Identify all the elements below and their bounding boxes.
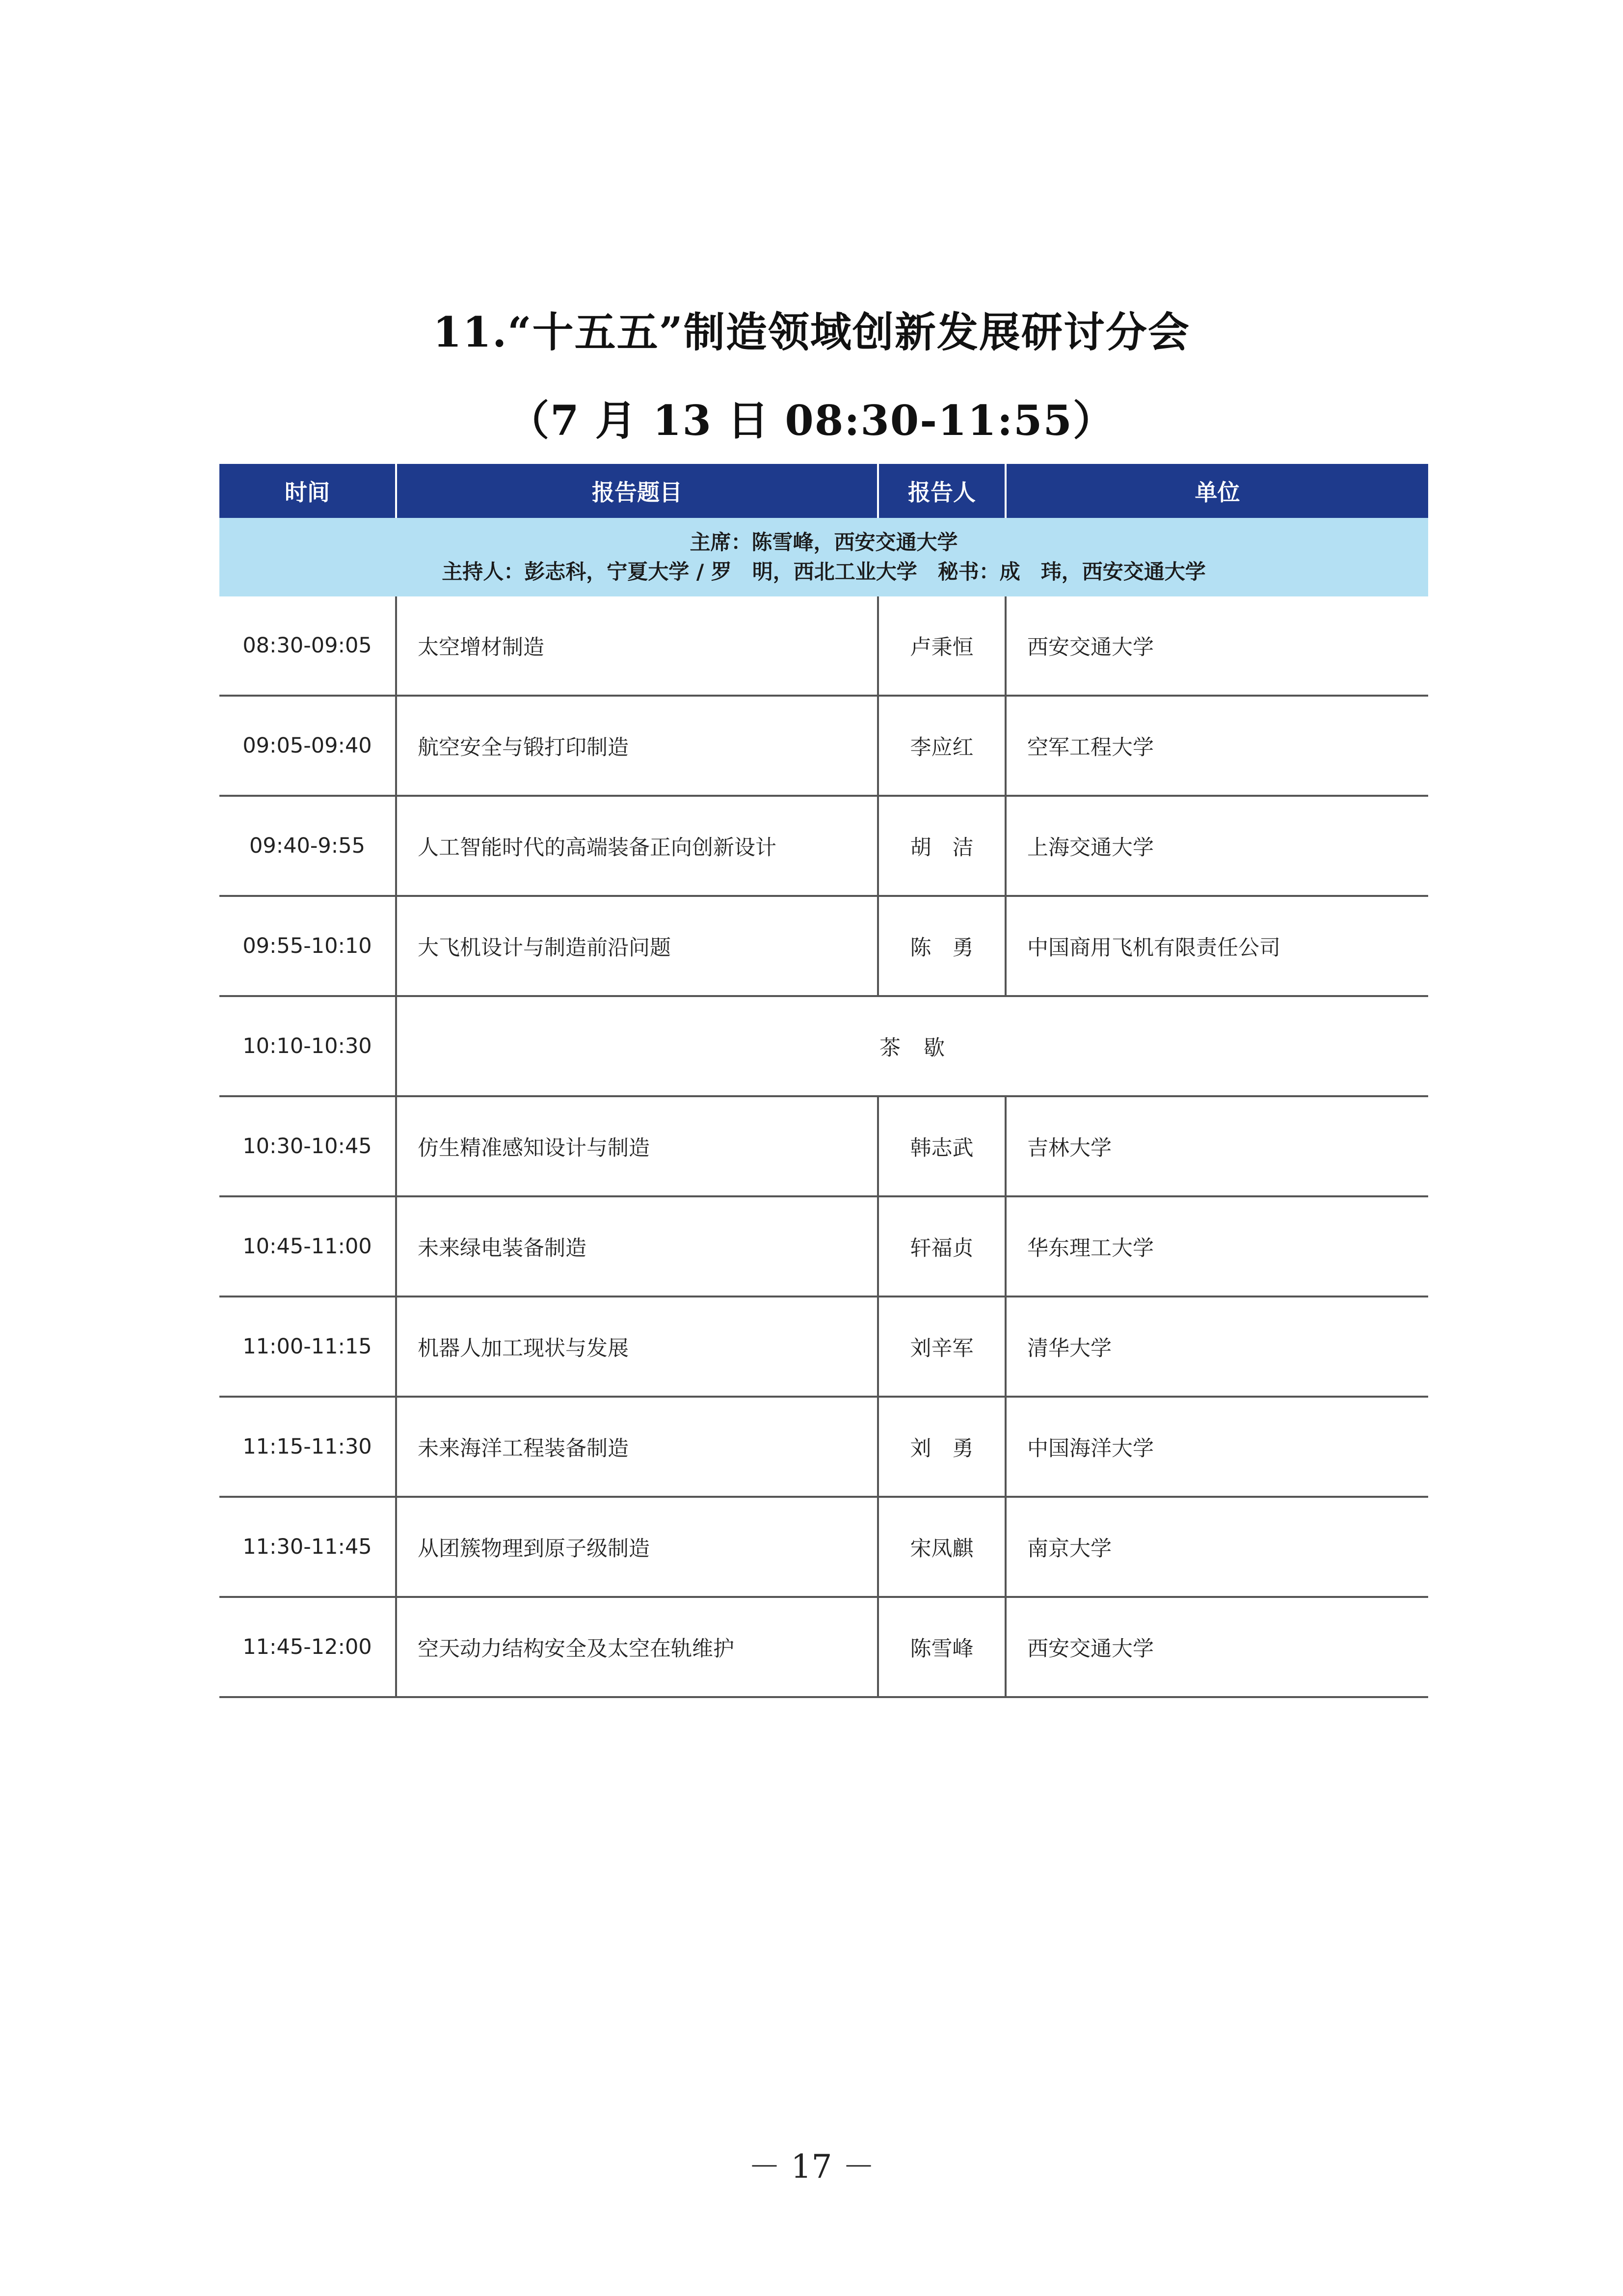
row-unit: 华东理工大学 — [1006, 1196, 1428, 1297]
table-row — [219, 1597, 1428, 1697]
row-topic: 太空增材制造 — [396, 596, 878, 696]
table-row-break — [219, 996, 1428, 1096]
table-row — [219, 1297, 1428, 1397]
schedule-table — [219, 464, 1428, 1698]
header-speaker: 报告人 — [878, 464, 1006, 518]
row-unit: 上海交通大学 — [1006, 796, 1428, 896]
table-row — [219, 696, 1428, 796]
chair-info — [219, 518, 1428, 596]
row-unit: 中国商用飞机有限责任公司 — [1006, 896, 1428, 996]
header-time: 时间 — [219, 464, 396, 518]
row-topic: 机器人加工现状与发展 — [396, 1297, 878, 1397]
row-speaker: 刘辛军 — [878, 1297, 1006, 1397]
row-speaker: 陈 勇 — [878, 896, 1006, 996]
row-time: 09:40-9:55 — [219, 796, 396, 896]
row-speaker: 宋凤麒 — [878, 1497, 1006, 1597]
chair-row — [219, 518, 1428, 596]
row-unit: 清华大学 — [1006, 1297, 1428, 1397]
table-row — [219, 1397, 1428, 1497]
row-time: 11:30-11:45 — [219, 1497, 396, 1597]
page-number: － 17 － — [748, 2148, 875, 2186]
chair-line: 主席：陈雪峰，西安交通大学 — [690, 530, 958, 554]
table-row — [219, 1196, 1428, 1297]
tea-break: 茶 歇 — [396, 996, 1428, 1096]
row-time: 09:55-10:10 — [219, 896, 396, 996]
row-topic: 未来海洋工程装备制造 — [396, 1397, 878, 1497]
row-unit: 西安交通大学 — [1006, 596, 1428, 696]
row-unit: 吉林大学 — [1006, 1096, 1428, 1196]
row-speaker: 陈雪峰 — [878, 1597, 1006, 1697]
host-line: 主持人：彭志科，宁夏大学 / 罗 明，西北工业大学 秘书：成 玮，西安交通大学 — [442, 560, 1206, 584]
table-row — [219, 1096, 1428, 1196]
row-topic: 从团簇物理到原子级制造 — [396, 1497, 878, 1597]
row-speaker: 轩福贞 — [878, 1196, 1006, 1297]
row-speaker: 卢秉恒 — [878, 596, 1006, 696]
row-time: 09:05-09:40 — [219, 696, 396, 796]
session-title: 11.“十五五”制造领域创新发展研讨分会 — [433, 308, 1190, 356]
table-row — [219, 796, 1428, 896]
header-topic: 报告题目 — [396, 464, 878, 518]
row-time: 08:30-09:05 — [219, 596, 396, 696]
row-topic: 人工智能时代的高端装备正向创新设计 — [396, 796, 878, 896]
row-time: 10:10-10:30 — [219, 996, 396, 1096]
row-time: 11:15-11:30 — [219, 1397, 396, 1497]
row-time: 10:45-11:00 — [219, 1196, 396, 1297]
row-unit: 南京大学 — [1006, 1497, 1428, 1597]
table-row — [219, 896, 1428, 996]
row-topic: 未来绿电装备制造 — [396, 1196, 878, 1297]
table-header-row — [219, 464, 1428, 518]
table-row — [219, 1497, 1428, 1597]
row-speaker: 李应红 — [878, 696, 1006, 796]
row-unit: 中国海洋大学 — [1006, 1397, 1428, 1497]
row-unit: 空军工程大学 — [1006, 696, 1428, 796]
row-topic: 仿生精准感知设计与制造 — [396, 1096, 878, 1196]
row-time: 11:00-11:15 — [219, 1297, 396, 1397]
row-topic: 航空安全与锻打印制造 — [396, 696, 878, 796]
session-date-time: （7 月 13 日 08:30-11:55） — [508, 396, 1115, 445]
table-row — [219, 596, 1428, 696]
row-topic: 大飞机设计与制造前沿问题 — [396, 896, 878, 996]
row-speaker: 韩志武 — [878, 1096, 1006, 1196]
row-time: 11:45-12:00 — [219, 1597, 396, 1697]
row-time: 10:30-10:45 — [219, 1096, 396, 1196]
row-speaker: 胡 洁 — [878, 796, 1006, 896]
row-unit: 西安交通大学 — [1006, 1597, 1428, 1697]
header-unit: 单位 — [1006, 464, 1428, 518]
row-speaker: 刘 勇 — [878, 1397, 1006, 1497]
row-topic: 空天动力结构安全及太空在轨维护 — [396, 1597, 878, 1697]
